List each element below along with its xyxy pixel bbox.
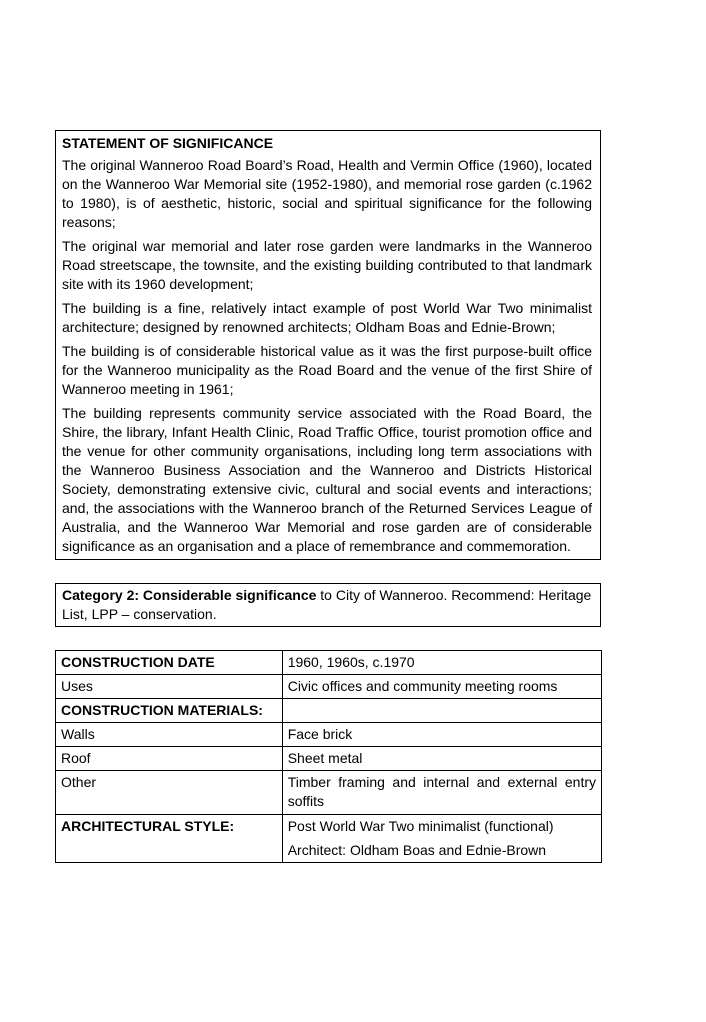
other-label: Other bbox=[56, 771, 283, 815]
statement-paragraph-1: The original Wanneroo Road Board’s Road, Health and Vermin Office (1960), located on the Wanneroo War Memorial site (1952-1980), and memorial rose garden (c.1962 to 1980), is of aesthetic, historic, social and spiritual significance for the following reasons; bbox=[62, 157, 592, 230]
construction-date-value: 1960, 1960s, c.1970 bbox=[282, 651, 601, 675]
table-row bbox=[56, 771, 602, 815]
statement-paragraph-3: The building is a fine, relatively intact example of post World War Two minimalist architecture; designed by renowned architects; Oldham Boas and Ednie-Brown; bbox=[62, 300, 592, 335]
style-value: Post World War Two minimalist (functional) bbox=[287, 818, 554, 834]
walls-value: Face brick bbox=[282, 723, 601, 747]
architect-value: Architect: Oldham Boas and Ednie-Brown bbox=[287, 842, 547, 858]
statement-heading: STATEMENT OF SIGNIFICANCE bbox=[62, 135, 274, 151]
table-row bbox=[56, 675, 602, 699]
architectural-style-value bbox=[282, 815, 601, 863]
uses-value: Civic offices and community meeting rooms bbox=[282, 675, 601, 699]
roof-value: Sheet metal bbox=[282, 747, 601, 771]
statement-paragraph-4: The building is of considerable historical value as it was the first purpose-built office for the Wanneroo municipality as the Road Board and the venue of the first Shire of Wanneroo meeting in 1961; bbox=[62, 343, 592, 397]
table-row bbox=[56, 699, 602, 723]
statement-paragraph-5: The building represents community service associated with the Road Board, the Shire, the library, Infant Health Clinic, Road Traffic Office, tourist promotion office and the venue for other community organisations, including long term associations with the Wanneroo Business Association and the Wanneroo and Districts Historical Society, demonstrating extensive civic, cultural and social events and interactions; and, the associations with the Wanneroo branch of the Returned Services League of Australia, and the Wanneroo War Memorial and rose garden are of considerable significance as an organisation and a place of remembrance and commemoration. bbox=[62, 405, 592, 554]
category-text bbox=[62, 586, 594, 624]
table-row bbox=[56, 747, 602, 771]
details-table bbox=[55, 650, 602, 863]
category-box bbox=[55, 583, 601, 627]
architectural-style-label: ARCHITECTURAL STYLE: bbox=[56, 815, 283, 863]
roof-label: Roof bbox=[56, 747, 283, 771]
table-row bbox=[56, 815, 602, 863]
uses-label: Uses bbox=[56, 675, 283, 699]
category-label: Category 2: Considerable significance bbox=[62, 587, 317, 603]
construction-materials-value bbox=[282, 699, 601, 723]
table-row bbox=[56, 651, 602, 675]
construction-materials-label: CONSTRUCTION MATERIALS: bbox=[56, 699, 283, 723]
walls-label: Walls bbox=[56, 723, 283, 747]
category-recommendation: to City of Wanneroo. Recommend: Heritage List, LPP – conservation. bbox=[62, 587, 592, 622]
statement-paragraph-2: The original war memorial and later rose garden were landmarks in the Wanneroo Road streetscape, the townsite, and the existing building contributed to that landmark site with its 1960 development; bbox=[62, 238, 592, 292]
other-value: Timber framing and internal and external entry soffits bbox=[282, 771, 601, 815]
table-row bbox=[56, 723, 602, 747]
construction-date-label: CONSTRUCTION DATE bbox=[56, 651, 283, 675]
statement-of-significance-box bbox=[55, 130, 601, 560]
